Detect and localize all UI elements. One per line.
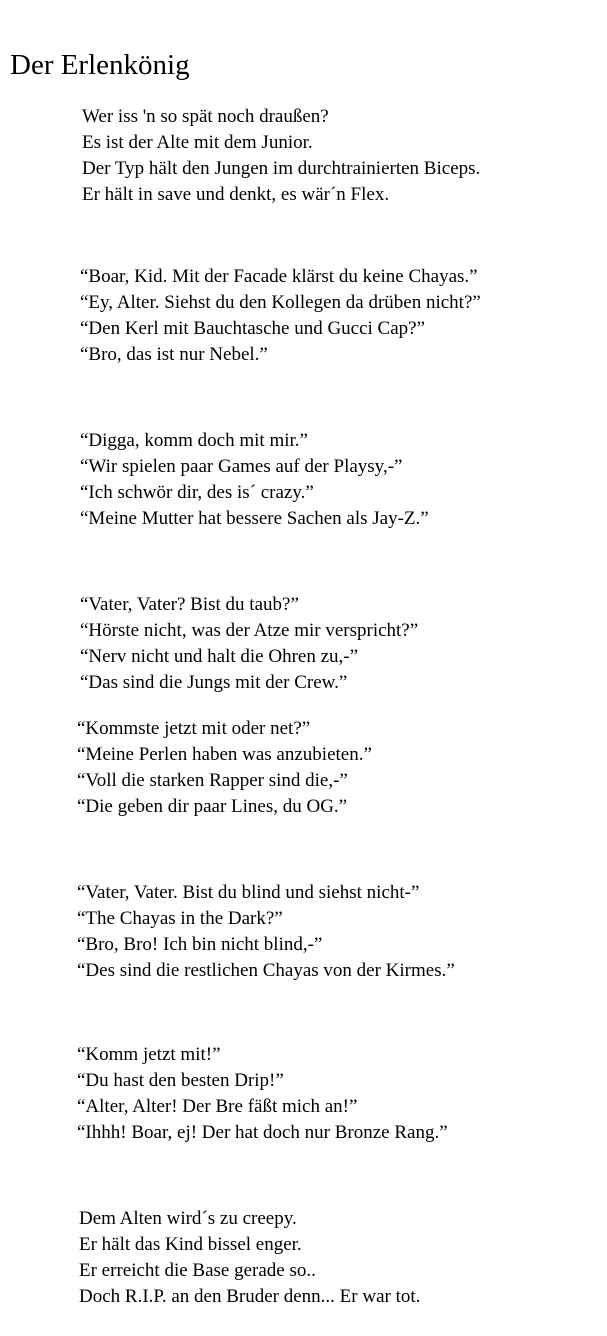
stanza-line: Wer iss 'n so spät noch draußen?: [82, 106, 329, 127]
stanza-line: “Ihhh! Boar, ej! Der hat doch nur Bronze Rang.”: [77, 1122, 448, 1143]
stanza-line: “Du hast den besten Drip!”: [77, 1070, 284, 1091]
stanza-line: “Meine Mutter hat bessere Sachen als Jay-Z.”: [80, 508, 429, 529]
stanza-4: [80, 592, 418, 696]
stanza-line: Doch R.I.P. an den Bruder denn... Er war tot.: [79, 1286, 421, 1307]
stanza-line: Er hält in save und denkt, es wär´n Flex.: [82, 184, 390, 205]
stanza-line: Er erreicht die Base gerade so..: [79, 1260, 316, 1281]
stanza-line: “Das sind die Jungs mit der Crew.”: [80, 672, 348, 693]
stanza-line: “Meine Perlen haben was anzubieten.”: [77, 744, 372, 765]
poem-title: Der Erlenkönig: [10, 49, 190, 81]
stanza-1: [82, 104, 480, 208]
stanza-line: Es ist der Alte mit dem Junior.: [82, 132, 313, 153]
stanza-line: “Komm jetzt mit!”: [77, 1044, 221, 1065]
stanza-line: “Den Kerl mit Bauchtasche und Gucci Cap?”: [80, 318, 426, 339]
stanza-line: “The Chayas in the Dark?”: [77, 908, 283, 929]
stanza-line: “Bro, Bro! Ich bin nicht blind,-”: [77, 934, 323, 955]
stanza-6: [77, 880, 455, 984]
stanza-8: [79, 1206, 420, 1310]
stanza-line: “Die geben dir paar Lines, du OG.”: [77, 796, 348, 817]
stanza-7: [77, 1042, 448, 1146]
stanza-line: “Des sind die restlichen Chayas von der Kirmes.”: [77, 960, 455, 981]
stanza-line: “Alter, Alter! Der Bre fäßt mich an!”: [77, 1096, 358, 1117]
stanza-line: “Nerv nicht und halt die Ohren zu,-”: [80, 646, 359, 667]
stanza-line: Er hält das Kind bissel enger.: [79, 1234, 302, 1255]
stanza-line: “Wir spielen paar Games auf der Playsy,-”: [80, 456, 403, 477]
stanza-line: “Voll die starken Rapper sind die,-”: [77, 770, 348, 791]
stanza-line: “Hörste nicht, was der Atze mir verspricht?”: [80, 620, 419, 641]
stanza-line: “Digga, komm doch mit mir.”: [80, 430, 308, 451]
stanza-line: “Ich schwör dir, des is´ crazy.”: [80, 482, 314, 503]
stanza-line: “Vater, Vater. Bist du blind und siehst nicht-”: [77, 882, 420, 903]
stanza-line: “Ey, Alter. Siehst du den Kollegen da drüben nicht?”: [80, 292, 481, 313]
stanza-3: [80, 428, 429, 532]
stanza-line: “Boar, Kid. Mit der Facade klärst du keine Chayas.”: [80, 266, 478, 287]
stanza-line: “Kommste jetzt mit oder net?”: [77, 718, 311, 739]
stanza-line: “Bro, das ist nur Nebel.”: [80, 344, 268, 365]
stanza-line: Der Typ hält den Jungen im durchtrainierten Biceps.: [82, 158, 481, 179]
stanza-line: Dem Alten wird´s zu creepy.: [79, 1208, 297, 1229]
stanza-line: “Vater, Vater? Bist du taub?”: [80, 594, 299, 615]
stanza-2: [80, 264, 481, 368]
stanza-5: [77, 716, 372, 820]
